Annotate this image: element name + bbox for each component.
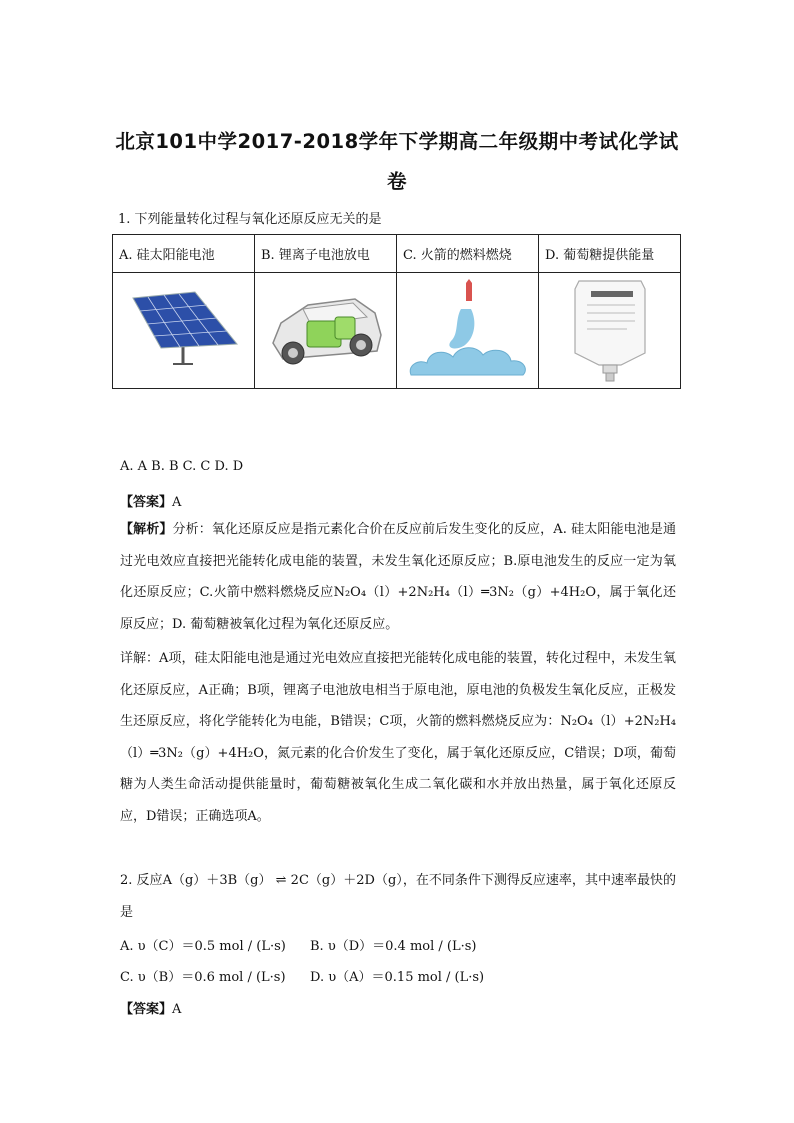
- option-a-image: [113, 273, 255, 389]
- option-b-label: B. 锂离子电池放电: [255, 235, 397, 273]
- analysis-label: 【解析】: [120, 522, 173, 537]
- answer-value: A: [172, 495, 182, 510]
- question-2-options-row-2: [120, 966, 484, 985]
- question-2-answer: [120, 998, 181, 1017]
- car-battery-icon: [263, 285, 388, 373]
- iv-bag-icon: [565, 275, 655, 383]
- option-c: C. υ（B）＝0.6 mol / (L·s): [120, 970, 286, 985]
- question-1-detail: 详解：A项，硅太阳能电池是通过光电效应直接把光能转化成电能的装置，转化过程中，未发生氧化还原反应，A正确；B项，锂离子电池放电相当于原电池，原电池的负极发生氧化反应，正极发生还原反应，将化学能转化为电能，B错误；C项，火箭的燃料燃烧反应为：N₂O₄（l）+2N₂H₄（l）═3N₂（g）+4H₂O，氮元素的化合价发生了变化，属于氧化还原反应，C错误；D项，葡萄糖为人类生命活动提供能量时，葡萄糖被氧化生成二氧化碳和水并放出热量，属于氧化还原反应，D错误；正确选项A。: [120, 651, 676, 824]
- option-a-label: A. 硅太阳能电池: [113, 235, 255, 273]
- option-b: B. υ（D）＝0.4 mol / (L·s): [310, 939, 477, 954]
- option-d-image: [539, 273, 681, 389]
- question-1-choices: A. A B. B C. C D. D: [120, 459, 244, 474]
- solar-panel-icon: [125, 290, 243, 368]
- analysis-text: 分析：氧化还原反应是指元素化合价在反应前后发生变化的反应，A. 硅太阳能电池是通过光电效应直接把光能转化成电能的装置，未发生氧化还原反应；B.原电池发生的反应一定为氧化还原反应；C.火箭中燃料燃烧反应N₂O₄（l）+2N₂H₄（l）═3N₂（g）+4H₂O，属于氧化还原反应；D. 葡萄糖被氧化过程为氧化还原反应。: [120, 522, 676, 632]
- answer-label: 【答案】: [120, 1002, 173, 1017]
- option-c-label: C. 火箭的燃料燃烧: [397, 235, 539, 273]
- option-a: A. υ（C）＝0.5 mol / (L·s): [120, 939, 286, 954]
- question-1-analysis: [120, 514, 676, 640]
- options-table: [112, 234, 681, 389]
- option-d-label: D. 葡萄糖提供能量: [539, 235, 681, 273]
- rocket-launch-icon: [405, 279, 530, 379]
- answer-label: 【答案】: [120, 495, 173, 510]
- answer-value: A: [172, 1002, 182, 1017]
- question-2-stem: 2. 反应A（g）＋3B（g） ⇌ 2C（g）＋2D（g），在不同条件下测得反应速率，其中速率最快的是: [120, 873, 676, 920]
- option-c-image: [397, 273, 539, 389]
- option-d: D. υ（A）＝0.15 mol / (L·s): [310, 970, 485, 985]
- page-title: 北京101中学2017-2018学年下学期高二年级期中考试化学试卷: [115, 130, 679, 193]
- option-b-image: [255, 273, 397, 389]
- question-2-options-row-1: [120, 935, 477, 954]
- question-1-stem: 1. 下列能量转化过程与氧化还原反应无关的是: [118, 212, 382, 227]
- question-1-answer: [120, 491, 181, 510]
